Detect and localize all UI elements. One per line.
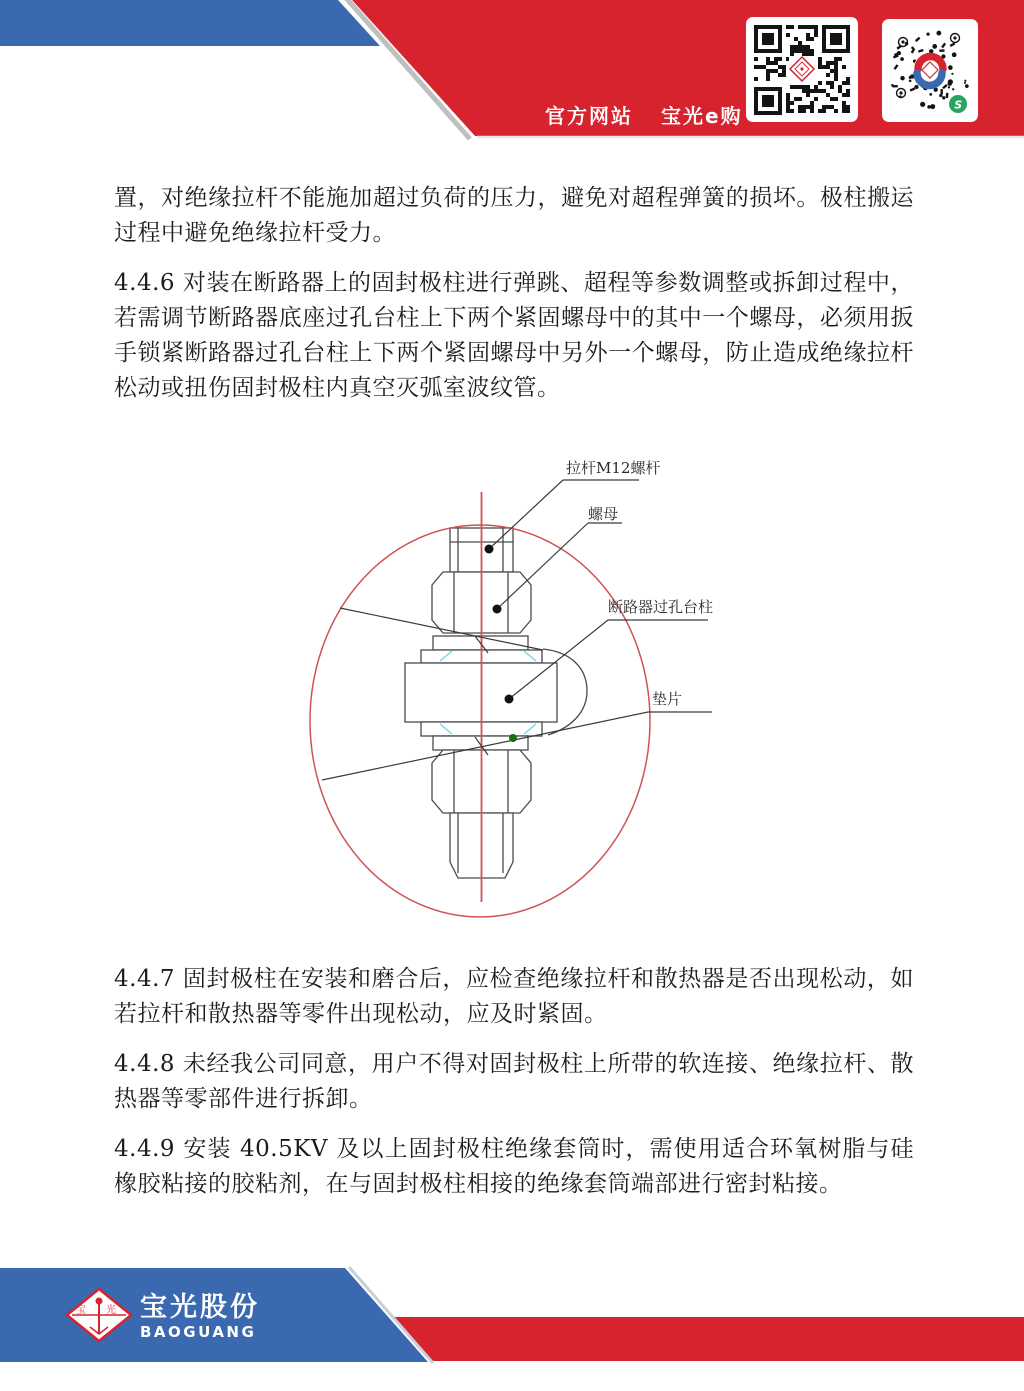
paragraph-4-4-9: 4.4.9 安装 40.5KV 及以上固封极柱绝缘套筒时，需使用适合环氧树脂与硅橡胶粘接的胶粘剂，在与固封极柱相接的绝缘套筒端部进行密封粘接。 — [114, 1136, 914, 1197]
drawing-parts — [405, 528, 587, 878]
paragraph-4-4-8: 4.4.8 未经我公司同意，用户不得对固封极柱上所带的软连接、绝缘拉杆、散热器等零部件进行拆卸。 — [114, 1051, 914, 1112]
qr-code-icon — [754, 25, 850, 115]
paragraph-4-4-6: 4.4.6 对装在断路器上的固封极柱进行弹跳、超程等参数调整或拆卸过程中，若需调节断路器底座过孔台柱上下两个紧固螺母中的其中一个螺母，必须用扳手锁紧断路器过孔台柱上下两个紧固螺母中另外一个螺母，防止造成绝缘拉杆松动或扭伤固封极柱内真空灭弧室波纹管。 — [114, 270, 914, 401]
nav-official-website: 官方网站 — [545, 104, 633, 128]
footer-company-name: 宝光股份 — [140, 1292, 260, 1323]
paragraph-4-4-7: 4.4.7 固封极柱在安装和磨合后，应检查绝缘拉杆和散热器是否出现松动，如若拉杆和散热器等零件出现松动，应及时紧固。 — [114, 966, 914, 1027]
footer-red-stripe — [391, 1317, 1024, 1361]
official-website-qr — [746, 17, 858, 122]
svg-text:宝: 宝 — [76, 1305, 86, 1316]
nav-eshop: 宝光e购 — [661, 104, 743, 128]
label-through-hole-column: 断路器过孔台柱 — [608, 598, 714, 616]
header-blue-ribbon — [0, 0, 380, 46]
header-nav — [545, 100, 743, 129]
eshop-mini-program-qr — [882, 19, 978, 122]
svg-text:S: S — [954, 98, 963, 112]
header-band — [0, 0, 1024, 140]
footer-company-name-en: BAOGUANG — [140, 1323, 257, 1341]
assembly-drawing — [280, 440, 740, 945]
footer-band — [0, 1255, 1024, 1391]
svg-text:光: 光 — [106, 1305, 116, 1316]
label-tie-rod-m12: 拉杆M12螺杆 — [566, 459, 661, 477]
paragraph-continuation: 置，对绝缘拉杆不能施加超过负荷的压力，避免对超程弹簧的损坏。极柱搬运过程中避免绝缘拉杆受力。 — [114, 185, 914, 246]
label-washer: 垫片 — [652, 690, 683, 708]
label-nut: 螺母 — [588, 505, 619, 523]
round-qr-code-icon — [888, 25, 972, 116]
